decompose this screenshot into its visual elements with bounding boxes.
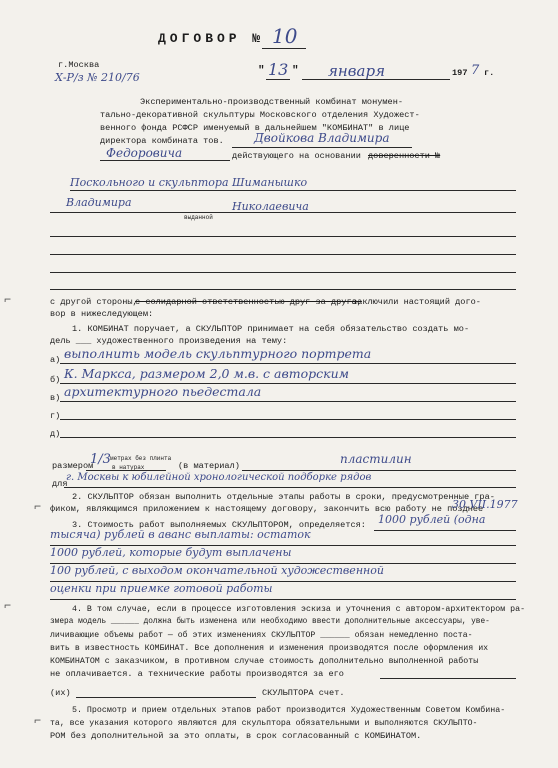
struck-text: с солидарной ответственностью друг за друга, bbox=[135, 297, 362, 307]
acting-basis: действующего на основании bbox=[232, 151, 361, 161]
clause-3-text: 3. Стоимость работ выполняемых СКУЛЬПТОРОМ, определяется: bbox=[72, 520, 366, 530]
year-prefix: 197 bbox=[452, 68, 468, 78]
item-text: К. Маркса, размером 2,0 м.в. с авторским bbox=[64, 366, 350, 381]
item-label: г) bbox=[50, 411, 61, 421]
year-unit: г. bbox=[484, 68, 495, 78]
size-label: размером bbox=[52, 461, 94, 471]
clause-5-text: РОМ без дополнительной за это оплаты, в срок согласованный с КОМБИНАТОМ. bbox=[50, 731, 422, 741]
clause-5-text: 5. Просмотр и прием отдельных этапов работ производится Художественным Советом Комбина- bbox=[72, 706, 506, 715]
item-text: архитектурного пьедестала bbox=[64, 384, 262, 399]
other-side-text: заключили настоящий дого- bbox=[352, 297, 481, 307]
clause-4-text: КОМБИНАТОМ с заказчиком, в противном случае стоимость дополнительно выполненной работы bbox=[50, 657, 479, 666]
price-text: 100 рублей, с выходом окончательной художественной bbox=[50, 564, 385, 577]
other-side-text: вор в нижеследующем: bbox=[50, 309, 154, 319]
clause-4-text: вить в известность КОМБИНАТ. Все дополнения и изменения производятся после оформления их bbox=[50, 644, 489, 653]
price-text: 1000 рублей, которые будут выплачены bbox=[50, 546, 292, 559]
city: г.Москва bbox=[58, 60, 100, 70]
intro-line: венного фонда РСФСР именуемый в дальнейшем "КОМБИНАТ" в лице bbox=[100, 123, 410, 133]
material-label: (в материал) bbox=[178, 461, 240, 471]
issued-label: выданной bbox=[184, 214, 213, 221]
document-title: ДОГОВОР № bbox=[158, 31, 265, 46]
intro-line: тально-декоративной скульптуры Московского отделения Художест- bbox=[100, 110, 420, 120]
party-patronymic: Николаевича bbox=[232, 200, 309, 213]
struck-text: доверенности № bbox=[368, 151, 441, 161]
material-value: пластилин bbox=[340, 452, 412, 466]
underline bbox=[262, 48, 306, 49]
clause-2-text: фиком, являющимся приложением к настоящему договору, закончить всю работу не позднее bbox=[50, 504, 484, 514]
price-text: оценки при приемке готовой работы bbox=[50, 582, 273, 595]
clause-4-text: СКУЛЬПТОРА счет. bbox=[262, 688, 345, 698]
clause-1-text: дель ___ художественного произведения на тему: bbox=[50, 336, 288, 346]
size-value: 1/3 bbox=[90, 452, 111, 467]
party-first-name: Владимира bbox=[66, 196, 132, 209]
item-label: д) bbox=[50, 429, 61, 439]
reference-number: Х-Р/з № 210/76 bbox=[55, 71, 140, 84]
size-option: метрах без плинта bbox=[110, 455, 172, 462]
clause-4-text: 4. В том случае, если в процессе изготовления эскиза и уточнения с автором-архитектором ра- bbox=[72, 605, 526, 614]
contract-day: 13 bbox=[268, 60, 289, 79]
party-name: Поскольного и скульптора Шиманышко bbox=[70, 176, 308, 189]
deadline: 30.VII.1977 bbox=[452, 498, 518, 511]
director-patronymic: Федоровича bbox=[106, 146, 183, 160]
clause-1-text: 1. КОМБИНАТ поручает, а СКУЛЬПТОР принимает на себя обязательство создать мо- bbox=[72, 324, 470, 334]
other-side-text: с другой стороны, bbox=[50, 297, 138, 307]
intro-line: директора комбината тов. bbox=[100, 136, 224, 146]
price-text: тысяча) рублей в аванс выплаты: остаток bbox=[50, 528, 311, 541]
price-text: 1000 рублей (одна bbox=[378, 513, 486, 526]
contract-page: ДОГОВОР № 10 г.Москва Х-Р/з № 210/76 " 13 " января 197 7 г. Экспериментально-производственный комбинат монумен- тально-декоративной скульптуры Московского отделения Художест- венного фонда РСФСР именуемый в дальнейшем "КОМБИНАТ" в лице директора комбината тов. Двойкова Владимира Федоровича действующего на основании доверенности № Поскольного и скульптора Шиманышко Владимира выданной Николаевича ⌐ с другой стороны, с солидарной ответственностью друг за друга, заключили настоящий дого- вор в нижеследующем: 1. КОМБИНАТ поручает, а СКУЛЬПТОР принимает на себя обязательство создать мо- дель ___ художественного произведения на тему: а) выполнить модель скульптурного портрета б) К. Маркса, размером 2,0 м.в. с авторским в) архитектурного пьедестала г) д) размером 1/3 метрах без плинта в натурах (в материал) пластилин для г. Москвы к юбилейной хронологической подборке рядов 2. СКУЛЬПТОР обязан выполнить отдельные этапы работы в сроки, предусмотренные гра- ⌐ фиком, являющимся приложением к настоящему договору, закончить всю работу не позднее 30.VII.1977 3. Стоимость работ выполняемых СКУЛЬПТОРОМ, определяется: 1000 рублей (одна тысяча) рублей в аванс выплаты: остаток 1000 рублей, которые будут выплачены 100 рублей, с выходом окончательной художественной оценки при приемке готовой работы ⌐ 4. В том случае, если в процессе изготовления эскиза и уточнения с автором-архитектором ра- змера модель ______ должна быть изменена или необходимо ввести дополнительные аксессуары, уве- личивающие объемы работ — об этих изменениях СКУЛЬПТОР ______ обязан немедленно поста- вить в известность КОМБИНАТ. Все дополнения и изменения производятся после оформления их КОМБИНАТОМ с заказчиком, в противном случае стоимость дополнительно выполненной работы не оплачивается. а технические работы производятся за его (их) СКУЛЬПТОРА счет. 5. Просмотр и прием отдельных этапов работ производится Художественным Советом Комбина- ⌐ та, все указания которого являются для скульптора обязательными и выполняются СКУЛЬПТО- РОМ без дополнительной за это оплаты, в срок согласованный с КОМБИНАТОМ. bbox=[0, 0, 558, 768]
item-label: в) bbox=[50, 393, 61, 403]
item-label: б) bbox=[50, 375, 61, 385]
item-label: а) bbox=[50, 355, 61, 365]
for-label: для bbox=[52, 479, 68, 489]
contract-month: января bbox=[328, 62, 386, 80]
intro-line: Экспериментально-производственный комбинат монумен- bbox=[140, 97, 404, 107]
destination: г. Москвы к юбилейной хронологической подборке рядов bbox=[66, 472, 372, 483]
contract-number: 10 bbox=[272, 24, 298, 48]
clause-4-text: не оплачивается. а технические работы производятся за его bbox=[50, 669, 344, 679]
clause-4-text: личивающие объемы работ — об этих изменениях СКУЛЬПТОР ______ обязан немедленно поста- bbox=[50, 631, 473, 640]
clause-5-text: та, все указания которого являются для скульптора обязательными и выполняются СКУЛЬПТО- bbox=[50, 719, 478, 728]
clause-4-text: (их) bbox=[50, 688, 71, 698]
item-text: выполнить модель скульптурного портрета bbox=[64, 346, 372, 361]
size-option: в натурах bbox=[112, 464, 145, 471]
clause-4-text: змера модель ______ должна быть изменена или необходимо ввести дополнительные аксессуары, уве- bbox=[50, 618, 490, 626]
director-name: Двойкова Владимира bbox=[254, 131, 390, 145]
year-suffix: 7 bbox=[471, 63, 480, 78]
clause-2-text: 2. СКУЛЬПТОР обязан выполнить отдельные этапы работы в сроки, предусмотренные гра- bbox=[72, 492, 495, 502]
